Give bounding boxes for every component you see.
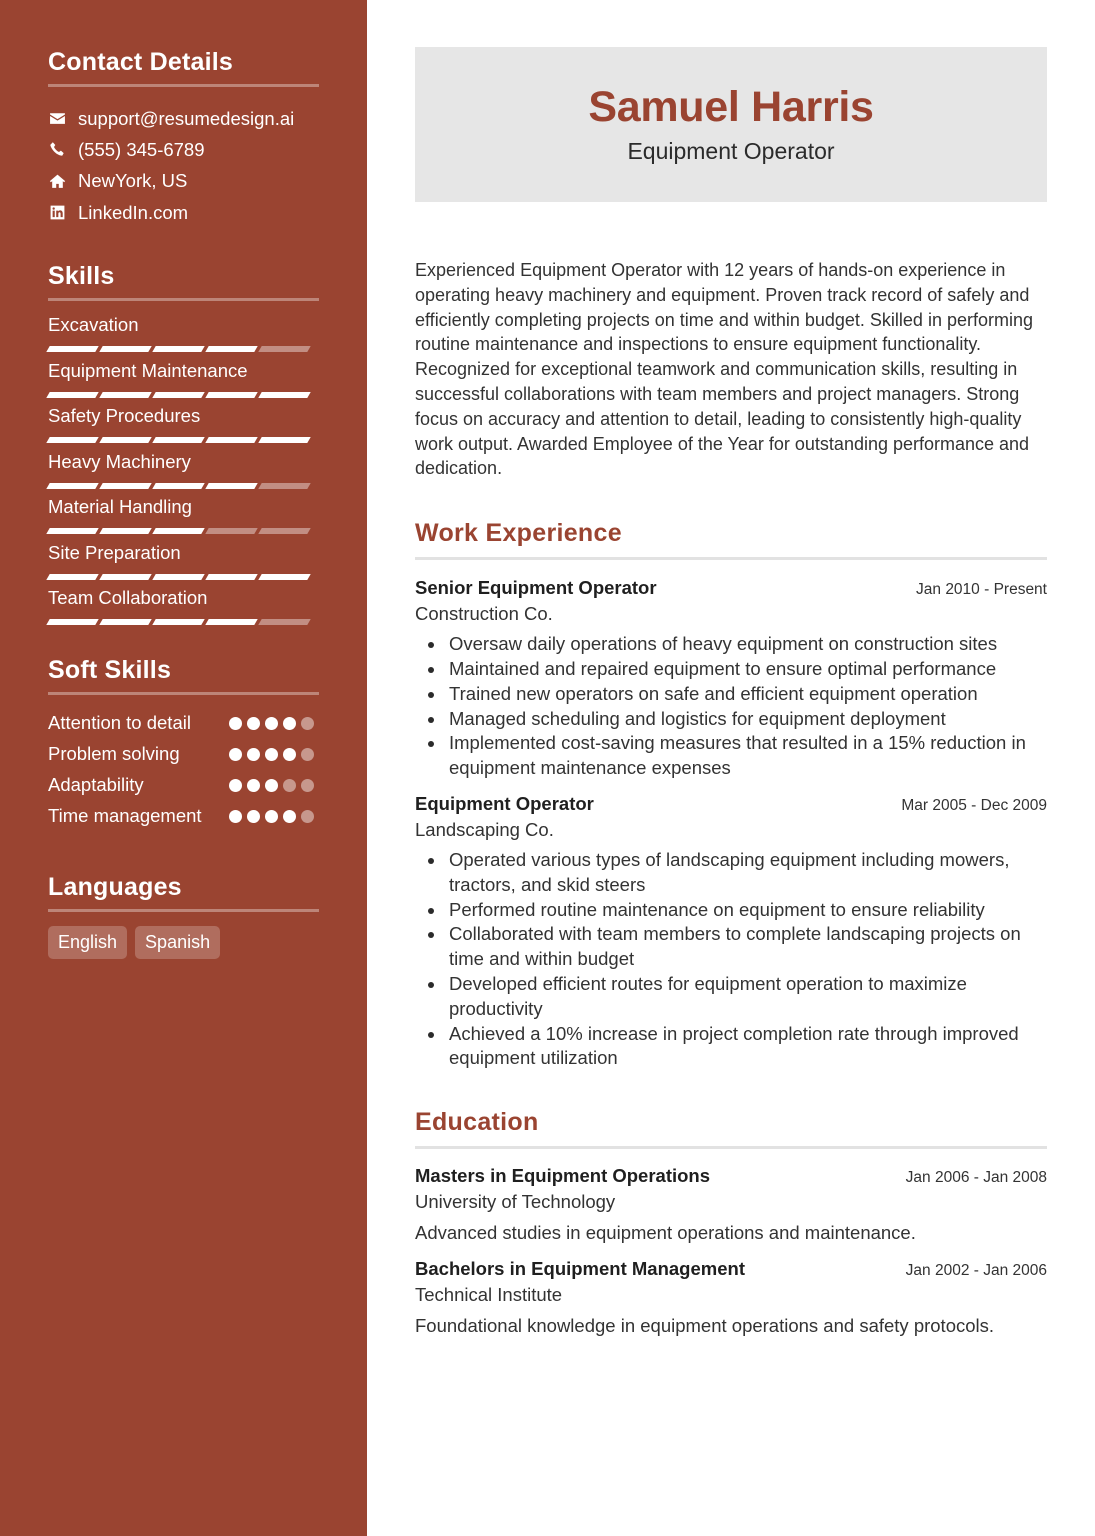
skill-level-segment xyxy=(152,483,204,489)
rating-dot xyxy=(229,810,242,823)
skill-level-bar xyxy=(48,392,319,398)
soft-skill-name: Time management xyxy=(48,804,202,826)
skill-level-segment xyxy=(258,437,310,443)
skill-level-segment xyxy=(46,437,98,443)
education-entry xyxy=(415,1257,1047,1338)
skill-level-bar xyxy=(48,574,319,580)
contact-phone[interactable] xyxy=(48,134,319,165)
skill-item xyxy=(48,541,319,587)
skill-item xyxy=(48,586,319,632)
skill-level-segment xyxy=(258,619,310,625)
skill-level-segment xyxy=(258,528,310,534)
languages-title: Languages xyxy=(48,872,182,901)
divider xyxy=(48,909,319,912)
skill-level-segment xyxy=(258,346,310,352)
rating-dot xyxy=(265,717,278,730)
soft-skill-item xyxy=(48,804,319,835)
education-title: Education xyxy=(415,1108,539,1137)
skill-level-bar xyxy=(48,437,319,443)
skill-level-segment xyxy=(46,483,98,489)
soft-skill-rating xyxy=(229,711,319,742)
skill-level-segment xyxy=(99,528,151,534)
job-bullets xyxy=(415,632,1047,781)
linkedin-icon xyxy=(48,204,66,222)
rating-dot xyxy=(283,748,296,761)
skill-level-segment xyxy=(46,392,98,398)
contact-email-text: support@resumedesign.ai xyxy=(78,107,295,129)
skill-level-segment xyxy=(205,437,257,443)
soft-skills-section xyxy=(48,652,319,835)
main-content xyxy=(415,47,1047,1338)
skill-level-segment xyxy=(46,574,98,580)
language-pill: English xyxy=(48,926,127,959)
education-date: Jan 2006 - Jan 2008 xyxy=(905,1169,1047,1187)
skill-level-segment xyxy=(46,619,98,625)
language-list xyxy=(48,926,319,959)
skill-item xyxy=(48,313,319,359)
rating-dot xyxy=(247,810,260,823)
soft-skill-rating xyxy=(229,804,319,835)
job-bullet: Collaborated with team members to complete landscaping projects on time and within budget xyxy=(415,922,1047,972)
skill-level-segment xyxy=(205,619,257,625)
soft-skill-rating xyxy=(229,742,319,773)
contact-section xyxy=(48,44,319,228)
job-bullets xyxy=(415,848,1047,1071)
skill-level-segment xyxy=(152,574,204,580)
education-section xyxy=(415,1106,1047,1338)
job-bullet: Achieved a 10% increase in project completion rate through improved equipment utilization xyxy=(415,1022,1047,1072)
skill-level-segment xyxy=(99,574,151,580)
soft-skill-item xyxy=(48,742,319,773)
rating-dot xyxy=(301,717,314,730)
skill-level-segment xyxy=(205,574,257,580)
skill-name: Team Collaboration xyxy=(48,587,208,609)
rating-dot xyxy=(229,779,242,792)
school-name: Technical Institute xyxy=(415,1284,563,1306)
skill-level-segment xyxy=(46,528,98,534)
phone-icon xyxy=(48,141,66,159)
rating-dot xyxy=(247,748,260,761)
rating-dot xyxy=(265,779,278,792)
skill-level-segment xyxy=(205,483,257,489)
soft-skill-name: Problem solving xyxy=(48,742,180,764)
summary-text: Experienced Equipment Operator with 12 years of hands-on experience in operating heavy machinery and equipment. Proven track record of safely and efficiently completing projects on time and within budget. Skilled in performing routine maintenance and inspections to ensure equipment functionality. Recognized for exceptional teamwork and communication skills, resulting in successful collaborations with team members and project managers. Strong focus on accuracy and attention to detail, leading to consistently high-quality work output. Awarded Employee of the Year for outstanding performance and dedication. xyxy=(415,260,1033,479)
job-entry xyxy=(415,792,1047,1071)
contact-list xyxy=(48,103,319,228)
divider xyxy=(415,557,1047,560)
contact-title: Contact Details xyxy=(48,48,233,76)
rating-dot xyxy=(283,779,296,792)
job-bullet: Operated various types of landscaping equipment including mowers, tractors, and skid steers xyxy=(415,848,1047,898)
language-pill: Spanish xyxy=(135,926,220,959)
rating-dot xyxy=(247,717,260,730)
skill-name: Excavation xyxy=(48,314,139,336)
contact-location-text: NewYork, US xyxy=(78,170,188,192)
skill-level-segment xyxy=(258,392,310,398)
skill-name: Safety Procedures xyxy=(48,405,201,427)
skill-level-bar xyxy=(48,346,319,352)
skill-level-bar xyxy=(48,619,319,625)
home-icon xyxy=(48,172,66,190)
skill-level-segment xyxy=(99,346,151,352)
skill-level-segment xyxy=(152,346,204,352)
skill-name: Site Preparation xyxy=(48,541,181,563)
contact-phone-text: (555) 345-6789 xyxy=(78,138,205,160)
skill-level-segment xyxy=(258,574,310,580)
education-date: Jan 2002 - Jan 2006 xyxy=(905,1262,1047,1280)
degree-title: Masters in Equipment Operations xyxy=(415,1165,711,1187)
skill-item xyxy=(48,450,319,496)
job-date: Jan 2010 - Present xyxy=(916,581,1047,599)
job-company: Construction Co. xyxy=(415,603,553,625)
skill-level-segment xyxy=(152,437,204,443)
envelope-icon xyxy=(48,110,66,128)
job-entry xyxy=(415,576,1047,781)
rating-dot xyxy=(283,717,296,730)
skill-level-segment xyxy=(205,528,257,534)
job-bullet: Implemented cost-saving measures that resulted in a 15% reduction in equipment maintenance expenses xyxy=(415,731,1047,781)
skill-list xyxy=(48,313,319,632)
skill-level-bar xyxy=(48,528,319,534)
contact-email[interactable] xyxy=(48,103,319,134)
degree-title: Bachelors in Equipment Management xyxy=(415,1258,745,1280)
job-bullet: Oversaw daily operations of heavy equipment on construction sites xyxy=(415,632,1047,657)
job-bullet: Maintained and repaired equipment to ensure optimal performance xyxy=(415,657,1047,682)
soft-skills-title: Soft Skills xyxy=(48,655,172,684)
sidebar xyxy=(0,0,367,1536)
skill-level-segment xyxy=(152,619,204,625)
job-title: Senior Equipment Operator xyxy=(415,577,657,599)
skill-level-segment xyxy=(258,483,310,489)
soft-skill-list xyxy=(48,711,319,835)
divider xyxy=(48,298,319,301)
rating-dot xyxy=(229,717,242,730)
divider xyxy=(48,84,319,87)
job-date: Mar 2005 - Dec 2009 xyxy=(901,796,1047,814)
soft-skill-rating xyxy=(229,773,319,804)
school-name: University of Technology xyxy=(415,1191,616,1213)
contact-linkedin-text: LinkedIn.com xyxy=(78,201,189,223)
contact-location xyxy=(48,166,319,197)
skill-name: Heavy Machinery xyxy=(48,450,191,472)
rating-dot xyxy=(265,810,278,823)
rating-dot xyxy=(283,810,296,823)
job-title: Equipment Operator xyxy=(415,792,594,814)
skill-name: Material Handling xyxy=(48,496,192,518)
candidate-role: Equipment Operator xyxy=(627,138,835,164)
rating-dot xyxy=(301,810,314,823)
soft-skill-name: Attention to detail xyxy=(48,711,191,733)
skill-level-segment xyxy=(99,483,151,489)
name-header xyxy=(415,47,1047,202)
rating-dot xyxy=(301,779,314,792)
skill-item xyxy=(48,404,319,450)
soft-skill-name: Adaptability xyxy=(48,773,144,795)
skill-level-segment xyxy=(99,392,151,398)
job-bullet: Developed efficient routes for equipment operation to maximize productivity xyxy=(415,972,1047,1022)
skill-level-bar xyxy=(48,483,319,489)
work-experience-title: Work Experience xyxy=(415,519,622,548)
skills-section xyxy=(48,258,319,632)
job-bullet: Performed routine maintenance on equipment to ensure reliability xyxy=(415,898,1047,923)
languages-section xyxy=(48,869,319,959)
rating-dot xyxy=(229,748,242,761)
skill-level-segment xyxy=(205,392,257,398)
soft-skill-item xyxy=(48,711,319,742)
job-bullet: Trained new operators on safe and efficient equipment operation xyxy=(415,682,1047,707)
rating-dot xyxy=(301,748,314,761)
rating-dot xyxy=(247,779,260,792)
job-company: Landscaping Co. xyxy=(415,818,554,840)
skill-level-segment xyxy=(46,346,98,352)
soft-skill-item xyxy=(48,773,319,804)
divider xyxy=(48,692,319,695)
skill-level-segment xyxy=(99,619,151,625)
skill-item xyxy=(48,495,319,541)
job-bullet: Managed scheduling and logistics for equipment deployment xyxy=(415,707,1047,732)
skill-name: Equipment Maintenance xyxy=(48,359,248,381)
contact-linkedin[interactable] xyxy=(48,197,319,228)
education-entry xyxy=(415,1164,1047,1245)
skill-item xyxy=(48,359,319,405)
candidate-name: Samuel Harris xyxy=(588,83,874,131)
education-description: Foundational knowledge in equipment operations and safety protocols. xyxy=(415,1315,995,1337)
skill-level-segment xyxy=(152,528,204,534)
divider xyxy=(415,1146,1047,1149)
skill-level-segment xyxy=(99,437,151,443)
skill-level-segment xyxy=(152,392,204,398)
work-experience-section xyxy=(415,517,1047,1071)
skill-level-segment xyxy=(205,346,257,352)
rating-dot xyxy=(265,748,278,761)
skills-title: Skills xyxy=(48,262,115,291)
education-description: Advanced studies in equipment operations and maintenance. xyxy=(415,1222,916,1244)
